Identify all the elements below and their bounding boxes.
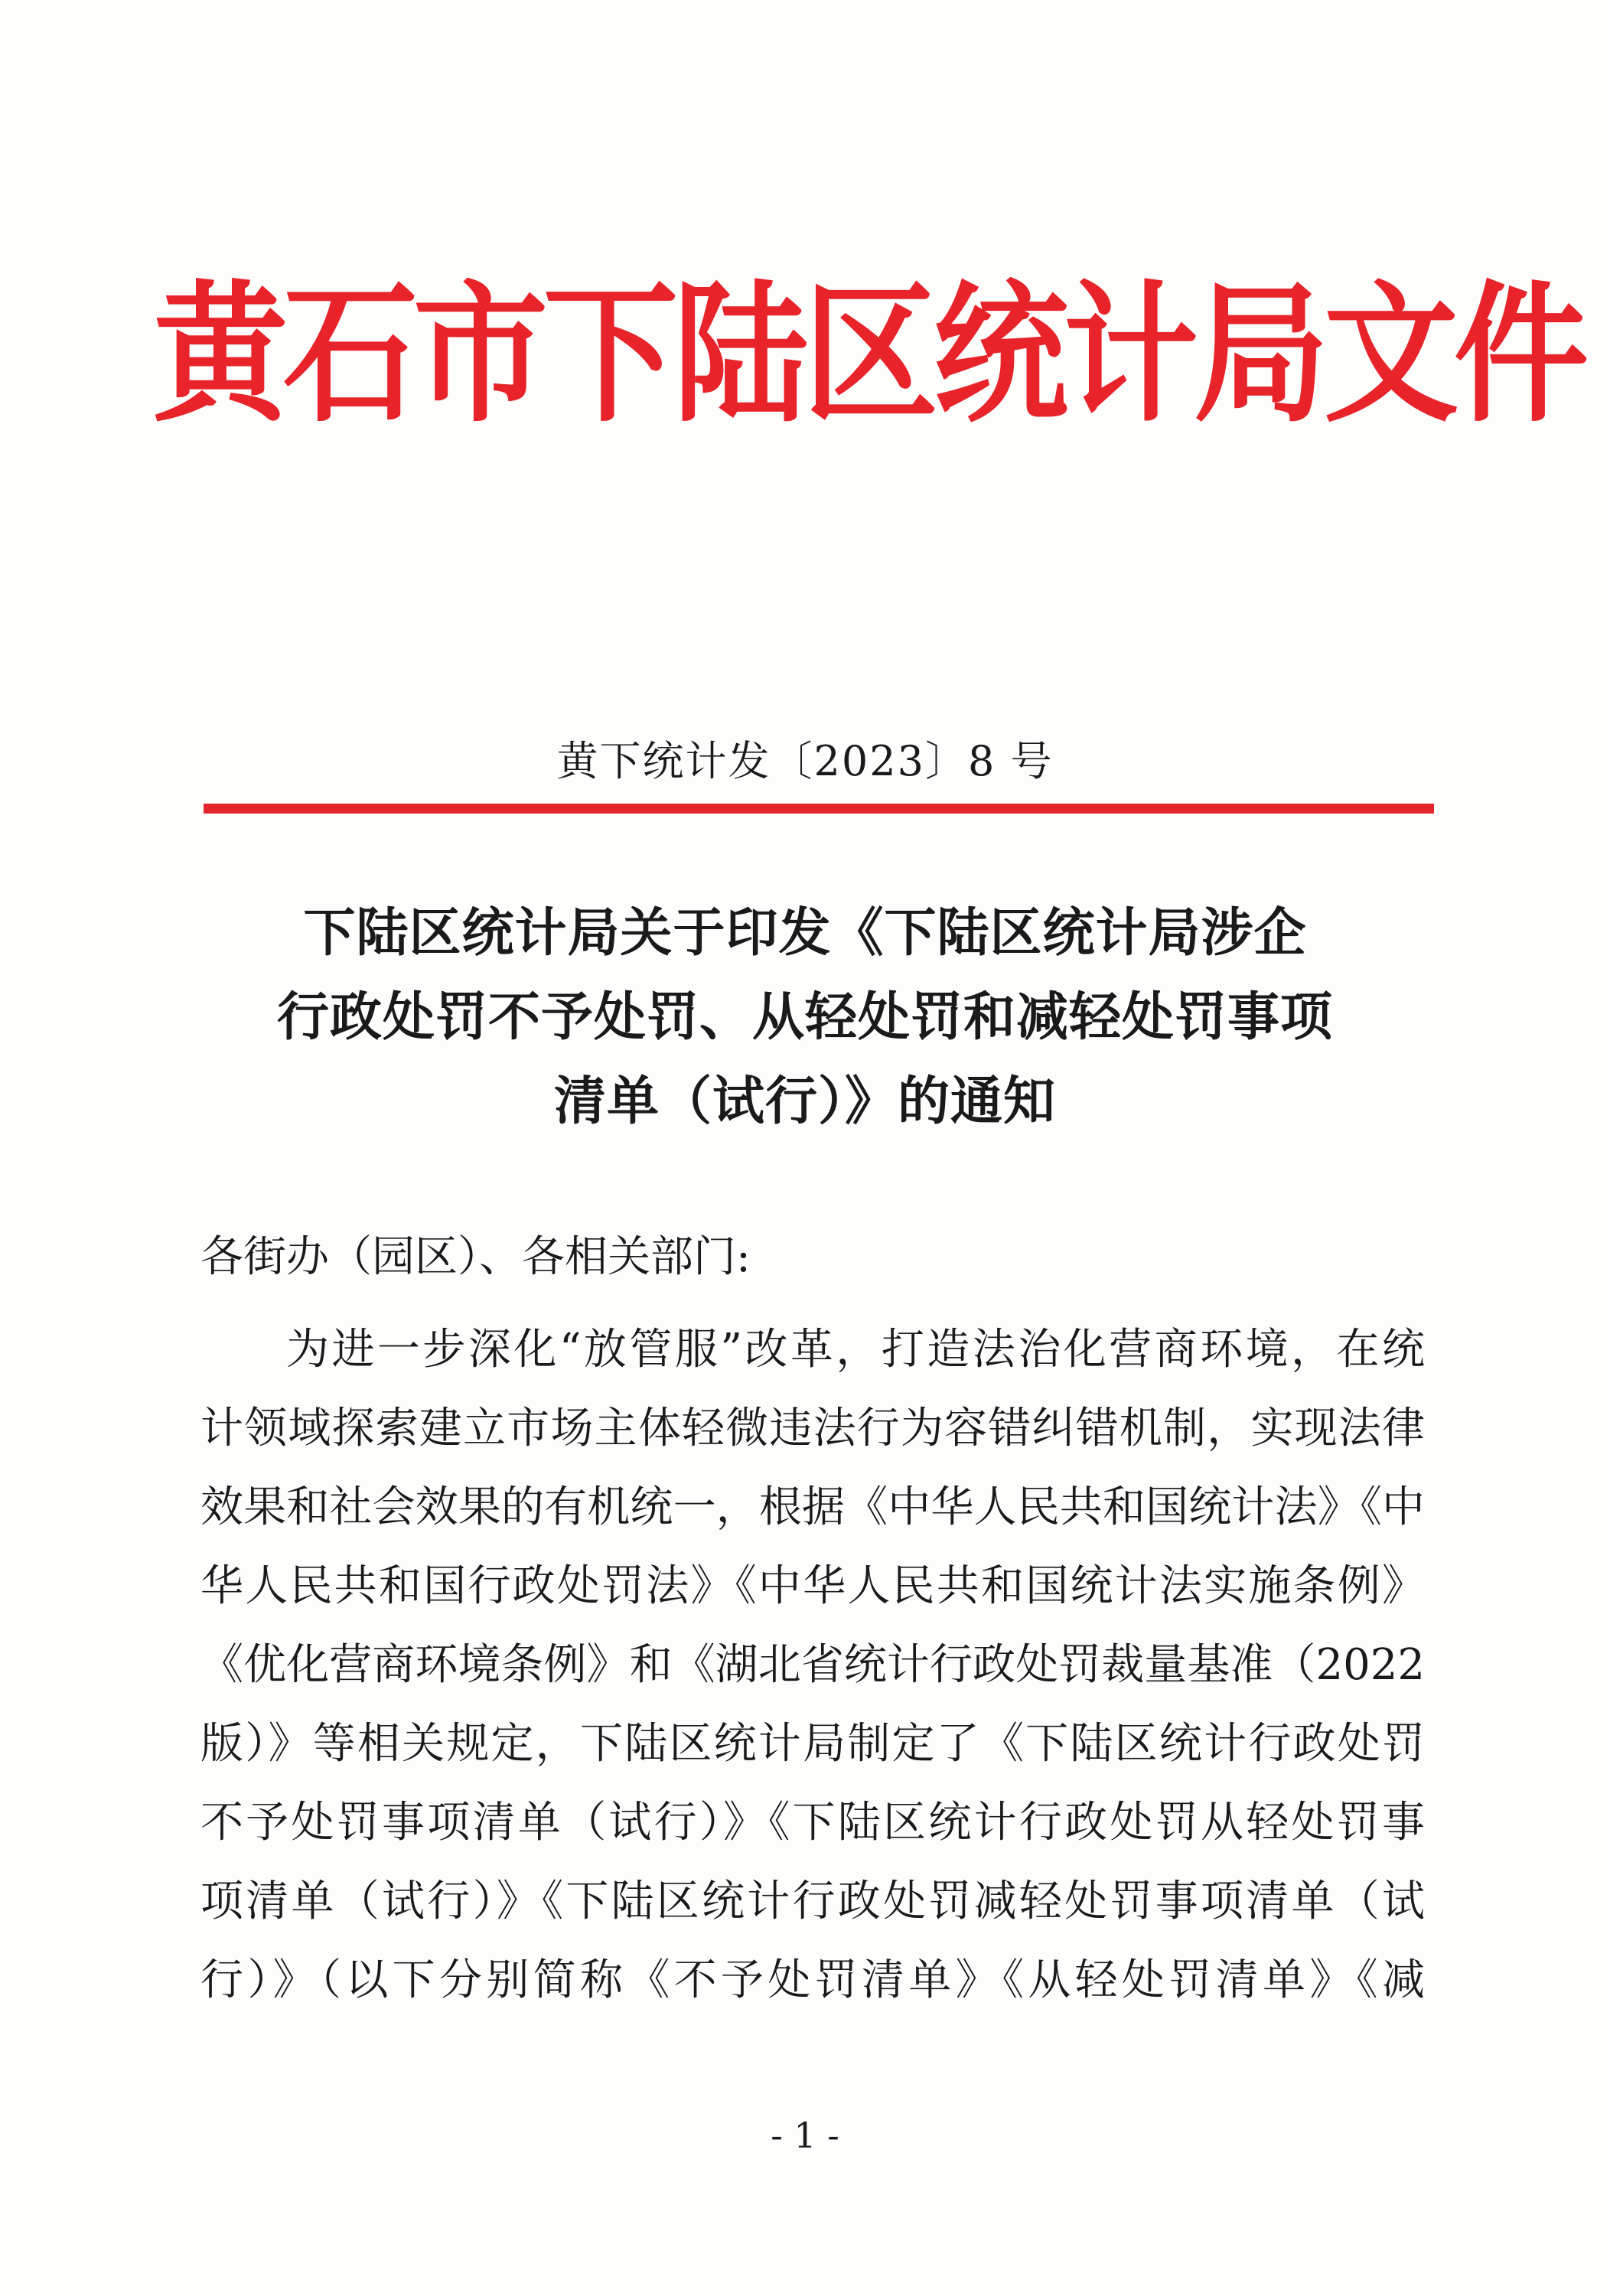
body-line: 不予处罚事项清单（试行）》《下陆区统计行政处罚从轻处罚事 xyxy=(200,1798,1425,1848)
body-line: 计领域探索建立市场主体轻微违法行为容错纠错机制，实现法律 xyxy=(200,1404,1425,1453)
agency-header-title: 黄石市下陆区统计局文件 xyxy=(153,267,1585,443)
title-line: 行政处罚不予处罚、从轻处罚和减轻处罚事项 xyxy=(276,987,1333,1048)
document-title xyxy=(191,892,1419,1144)
body-line: 版）》等相关规定，下陆区统计局制定了《下陆区统计行政处罚 xyxy=(200,1719,1425,1769)
red-divider-line xyxy=(204,804,1434,814)
document-number: 黄下统计发〔2023〕8 号 xyxy=(556,737,1054,785)
body-line: 效果和社会效果的有机统一，根据《中华人民共和国统计法》《中 xyxy=(200,1482,1425,1532)
body-paragraph xyxy=(200,1310,1425,2020)
addressee-line: 各街办（园区）、各相关部门: xyxy=(200,1232,751,1282)
body-line: 为进一步深化“放管服”改革，打造法治化营商环境，在统 xyxy=(286,1325,1425,1375)
body-line: 行）》（以下分别简称《不予处罚清单》《从轻处罚清单》《减 xyxy=(200,1955,1425,2005)
body-line: 华人民共和国行政处罚法》《中华人民共和国统计法实施条例》 xyxy=(200,1561,1425,1611)
page-number: - 1 - xyxy=(771,2115,839,2156)
body-line: 《优化营商环境条例》和《湖北省统计行政处罚裁量基准（2022 xyxy=(200,1640,1425,1690)
body-line: 项清单（试行）》《下陆区统计行政处罚减轻处罚事项清单（试 xyxy=(200,1877,1425,1926)
title-line: 下陆区统计局关于印发《下陆区统计局涉企 xyxy=(303,903,1307,964)
title-line: 清单（试行）》的通知 xyxy=(553,1071,1056,1132)
